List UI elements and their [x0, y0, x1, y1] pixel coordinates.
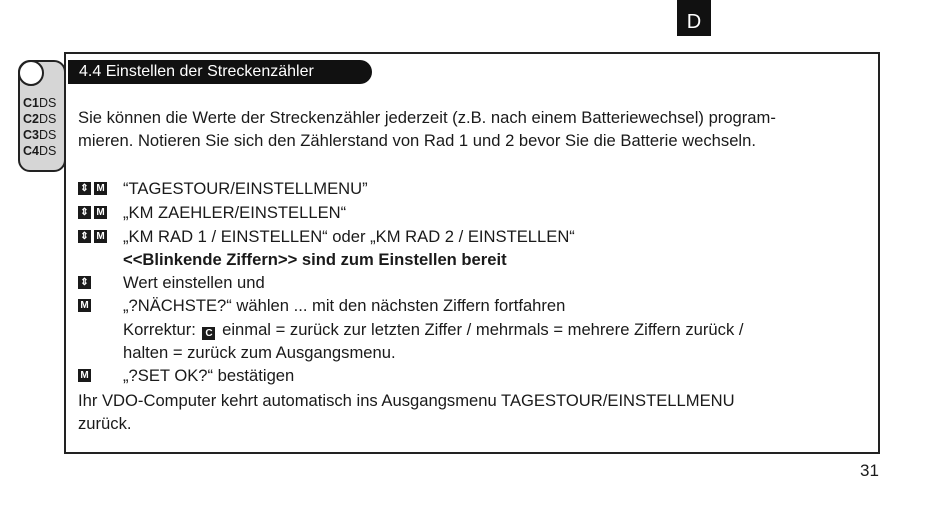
model-list: [23, 95, 56, 159]
intro-line-2: mieren. Notieren Sie sich den Zählerstand von Rad 1 und 2 bevor Sie die Batterie wechseln.: [78, 131, 756, 150]
step-4: Wert einstellen und: [123, 273, 265, 292]
model-c1: C1DS: [23, 96, 57, 110]
correction-label: Korrektur:: [123, 320, 196, 339]
page-number: 31: [860, 461, 879, 480]
model-c4: C4DS: [23, 144, 57, 158]
model-c3: C3DS: [23, 128, 57, 142]
up-down-arrow-icon: ⇕: [78, 230, 91, 243]
mode-button-icon: M: [78, 299, 91, 312]
up-down-arrow-icon: ⇕: [78, 206, 91, 219]
step-6: „?SET OK?“ bestätigen: [123, 366, 295, 385]
step-3: „KM RAD 1 / EINSTELLEN“ oder „KM RAD 2 / EINSTELLEN“: [123, 227, 575, 246]
step-3-note: <<Blinkende Ziffern>> sind zum Einstellen bereit: [123, 250, 507, 269]
mode-button-icon: M: [94, 230, 107, 243]
step-5: „?NÄCHSTE?“ wählen ... mit den nächsten Ziffern fortfahren: [123, 296, 566, 315]
outro-line-1: Ihr VDO-Computer kehrt automatisch ins Ausgangsmenu TAGESTOUR/EINSTELLMENU: [78, 391, 735, 410]
clear-button-icon: C: [202, 327, 215, 340]
step-1: “TAGESTOUR/EINSTELLMENU”: [123, 179, 368, 198]
correction-text: einmal = zurück zur letzten Ziffer / mehrmals = mehrere Ziffern zurück /: [222, 320, 744, 339]
step-5-correction: [123, 318, 743, 341]
intro-line-1: Sie können die Werte der Streckenzähler jederzeit (z.B. nach einem Batteriewechsel) program-: [78, 108, 776, 127]
up-down-arrow-icon: ⇕: [78, 182, 91, 195]
up-down-arrow-icon: ⇕: [78, 276, 91, 289]
step-2: „KM ZAEHLER/EINSTELLEN“: [123, 203, 347, 222]
section-heading: 4.4 Einstellen der Streckenzähler: [68, 60, 372, 84]
step-5-hold: halten = zurück zum Ausgangsmenu.: [123, 343, 396, 362]
outro-line-2: zurück.: [78, 414, 132, 433]
language-tab: D: [677, 0, 711, 36]
mode-button-icon: M: [78, 369, 91, 382]
model-c2: C2DS: [23, 112, 57, 126]
mode-button-icon: M: [94, 206, 107, 219]
mode-button-icon: M: [94, 182, 107, 195]
badge-circle: [18, 60, 44, 86]
